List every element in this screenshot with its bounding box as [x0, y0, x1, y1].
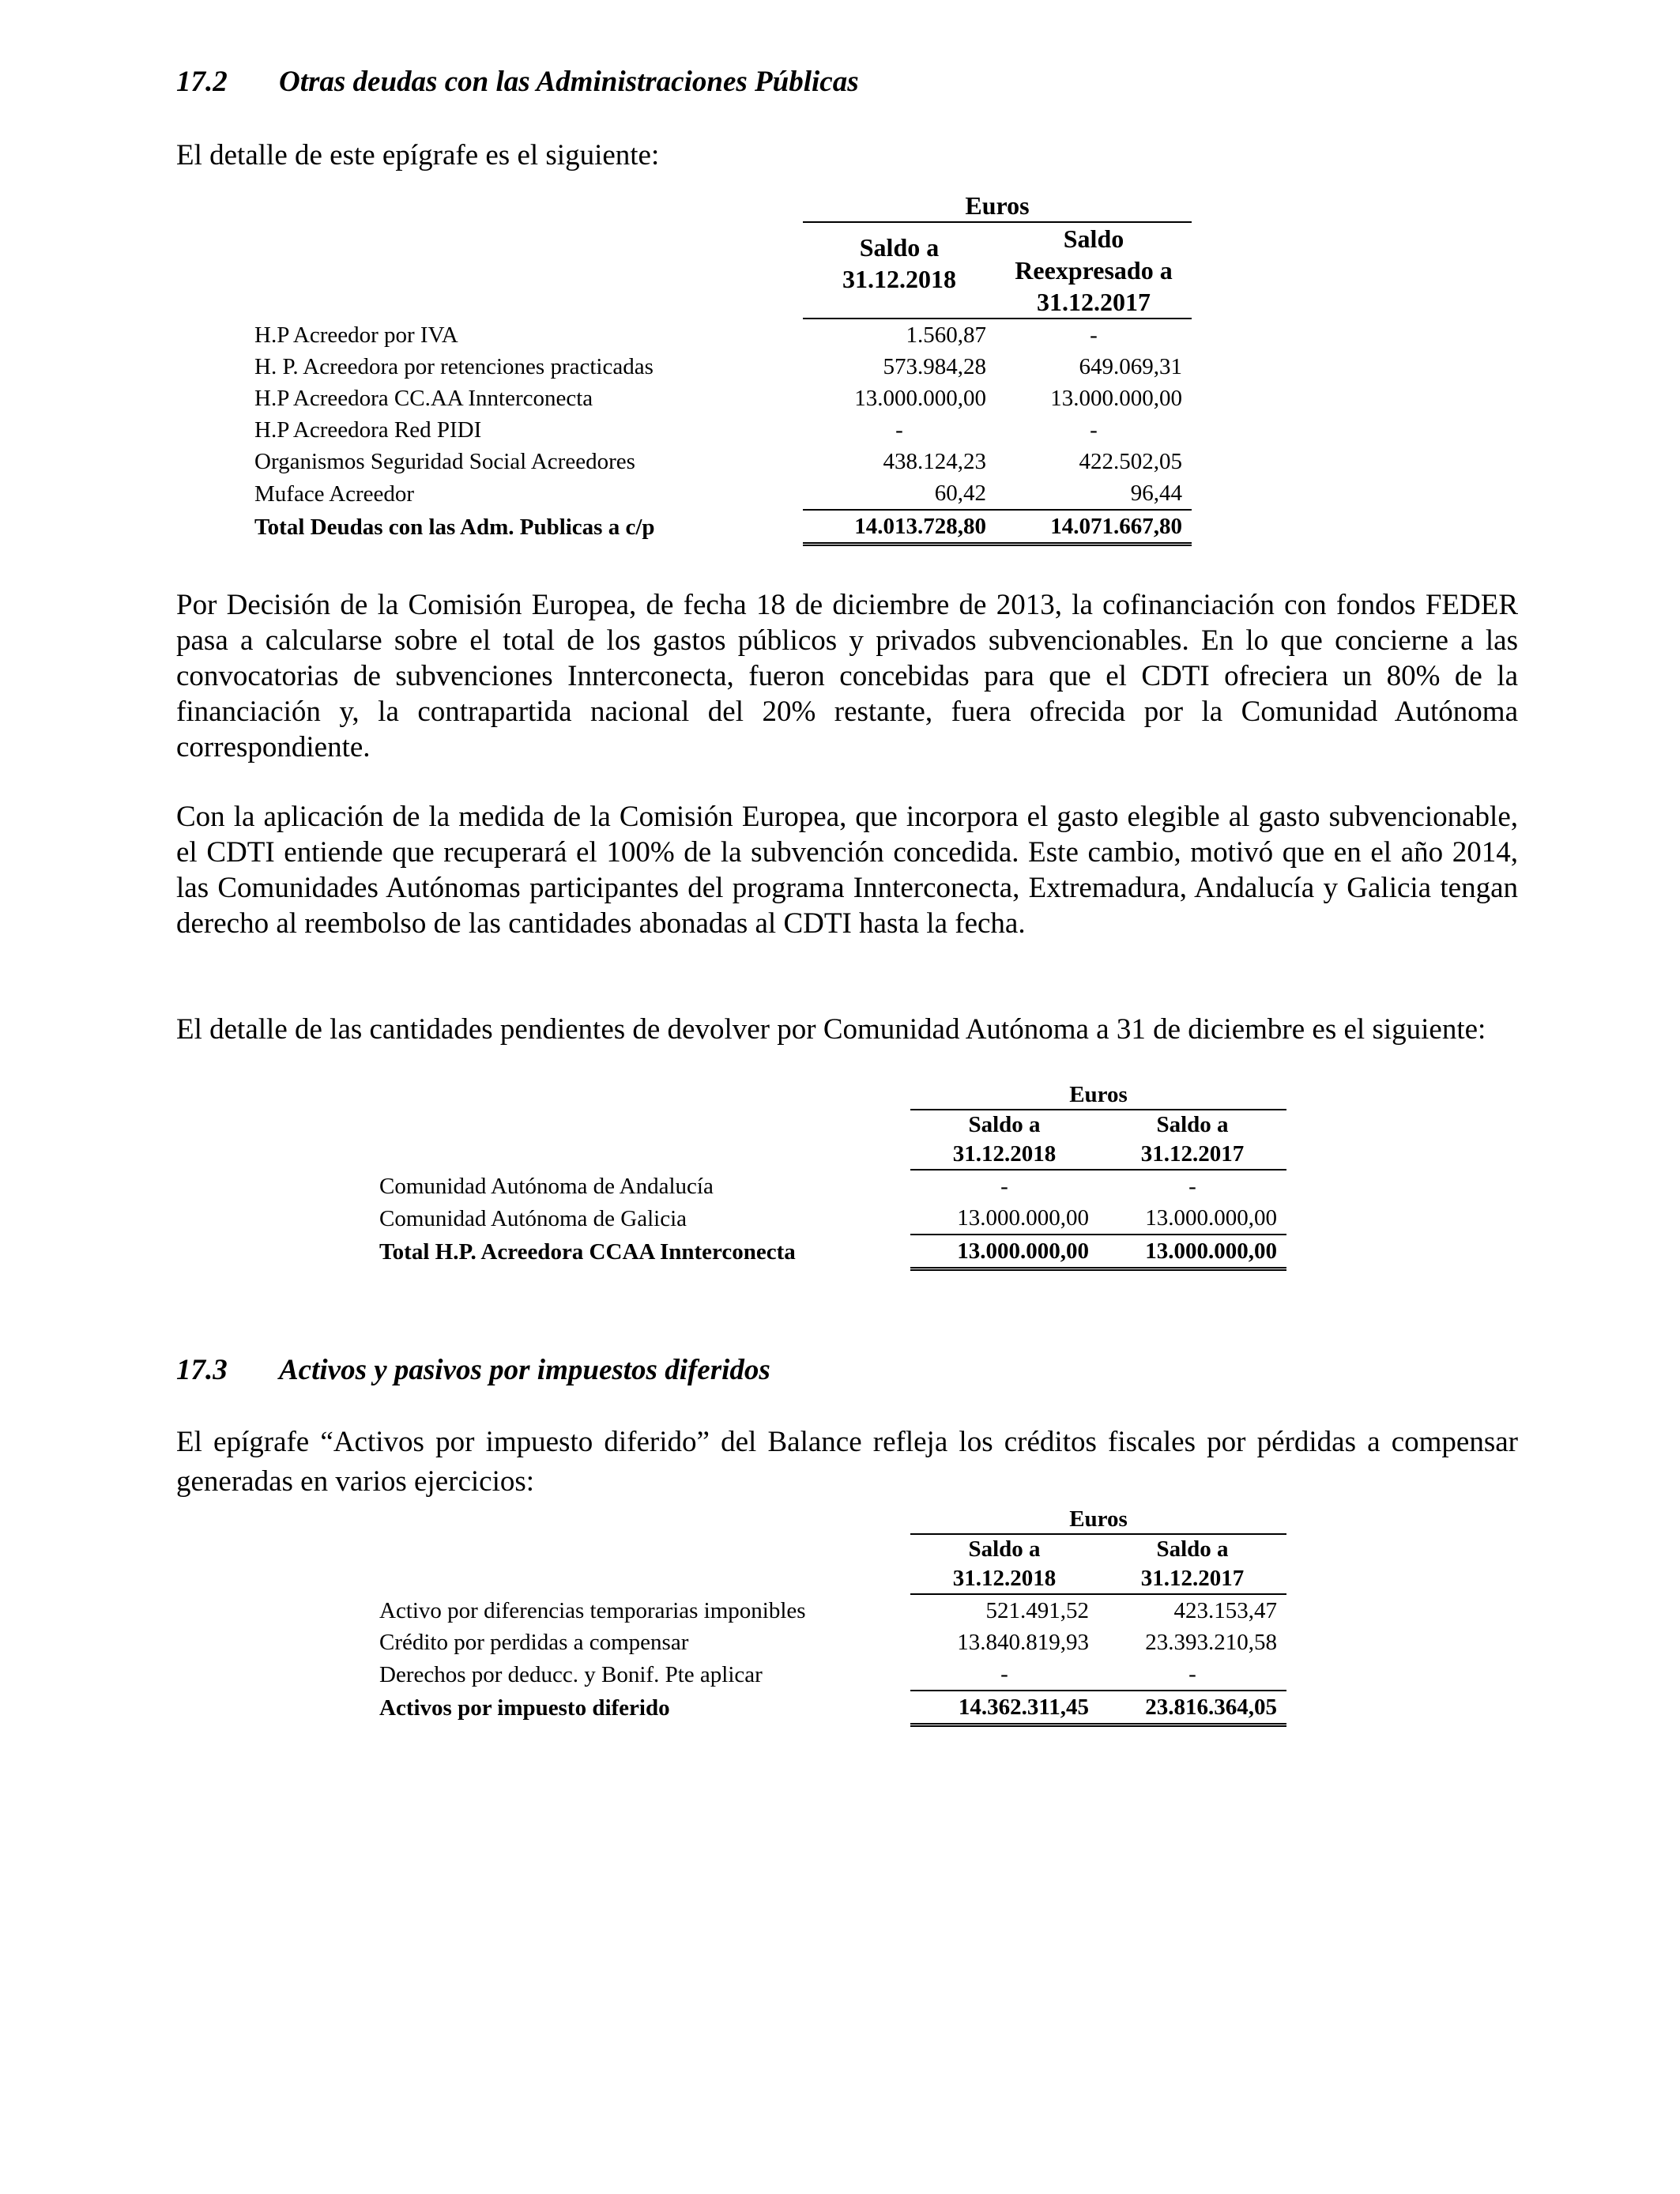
- currency-header: Euros: [803, 190, 1192, 222]
- intro-paragraph: El detalle de este epígrafe es el siguiente:: [176, 139, 660, 172]
- section-number: 17.2: [176, 66, 228, 98]
- table-row: H.P Acreedora CC.AA Innterconecta 13.000.000,00 13.000.000,00: [254, 386, 1182, 411]
- table-total-row: Activos por impuesto diferido 14.362.311,45 23.816.364,05: [379, 1691, 1286, 1725]
- table-row: Crédito por perdidas a compensar 13.840.819,93 23.393.210,58: [379, 1630, 1277, 1655]
- admin-debts-table: [254, 190, 1192, 546]
- table-row: Muface Acreedor 60,42 96,44: [254, 477, 1192, 510]
- deferred-tax-table: [379, 1505, 1286, 1727]
- currency-header: Euros: [910, 1505, 1286, 1534]
- table-row: Organismos Seguridad Social Acreedores 438.124,23 422.502,05: [254, 449, 1182, 474]
- column-header-2017: Saldo a 31.12.2017: [1098, 1110, 1286, 1170]
- table-row: H.P Acreedor por IVA 1.560,87 -: [254, 322, 1098, 348]
- paragraph-medida: Con la aplicación de la medida de la Comisión Europea, que incorpora el gasto elegible al gasto subvencionable, el CDTI entiende que recuperará el 100% de la subvención concedida. Este cambio, motivó que en el año 2014, las Comunidades Autónomas participantes del programa Innterconecta, Extremadura, Andalucía y Galicia tengan derecho al reembolso de las cantidades abonadas al CDTI hasta la fecha.: [176, 801, 1518, 940]
- section-number: 17.3: [176, 1354, 228, 1386]
- table-total-row: Total Deudas con las Adm. Publicas a c/p 14.013.728,80 14.071.667,80: [254, 510, 1192, 545]
- table-total-row: Total H.P. Acreedora CCAA Innterconecta 13.000.000,00 13.000.000,00: [379, 1235, 1286, 1269]
- column-header-2017: Saldo Reexpresado a 31.12.2017: [996, 222, 1192, 319]
- section-17-2-heading: [176, 65, 859, 99]
- section-title: Otras deudas con las Administraciones Públicas: [279, 66, 859, 98]
- paragraph-activos: El epígrafe “Activos por impuesto diferido” del Balance refleja los créditos fiscales por pérdidas a compensar generadas en varios ejercicios:: [176, 1426, 1518, 1498]
- section-title: Activos y pasivos por impuestos diferidos: [279, 1354, 770, 1386]
- table-row: H. P. Acreedora por retenciones practicadas 573.984,28 649.069,31: [254, 354, 1182, 379]
- table-row: Activo por diferencias temporarias imponibles 521.491,52 423.153,47: [379, 1597, 1277, 1623]
- column-header-2018: Saldo a 31.12.2018: [910, 1534, 1098, 1594]
- column-header-2018: Saldo a 31.12.2018: [910, 1110, 1098, 1170]
- paragraph-detalle: El detalle de las cantidades pendientes de devolver por Comunidad Autónoma a 31 de diciembre es el siguiente:: [176, 1013, 1486, 1046]
- table-row: Derechos por deducc. y Bonif. Pte aplicar - -: [379, 1658, 1286, 1691]
- table-row: H.P Acreedora Red PIDI - -: [254, 417, 1098, 443]
- column-header-2018: Saldo a 31.12.2018: [803, 222, 996, 319]
- table-row: Comunidad Autónoma de Andalucía - -: [379, 1173, 1196, 1199]
- paragraph-feder: Por Decisión de la Comisión Europea, de fecha 18 de diciembre de 2013, la cofinanciación con fondos FEDER pasa a calcularse sobre el total de los gastos públicos y privados subvencionables. En lo que concierne a las convocatorias de subvenciones Innterconecta, fueron concebidas para que el CDTI ofreciera un 80% de la financiación y, la contrapartida nacional del 20% restante, fuera ofrecida por la Comunidad Autónoma correspondiente.: [176, 589, 1518, 763]
- table-row: Comunidad Autónoma de Galicia 13.000.000,00 13.000.000,00: [379, 1202, 1286, 1235]
- ccaa-table: [379, 1080, 1286, 1271]
- currency-header: Euros: [910, 1080, 1286, 1110]
- section-17-3-heading: [176, 1353, 770, 1387]
- column-header-2017: Saldo a 31.12.2017: [1098, 1534, 1286, 1594]
